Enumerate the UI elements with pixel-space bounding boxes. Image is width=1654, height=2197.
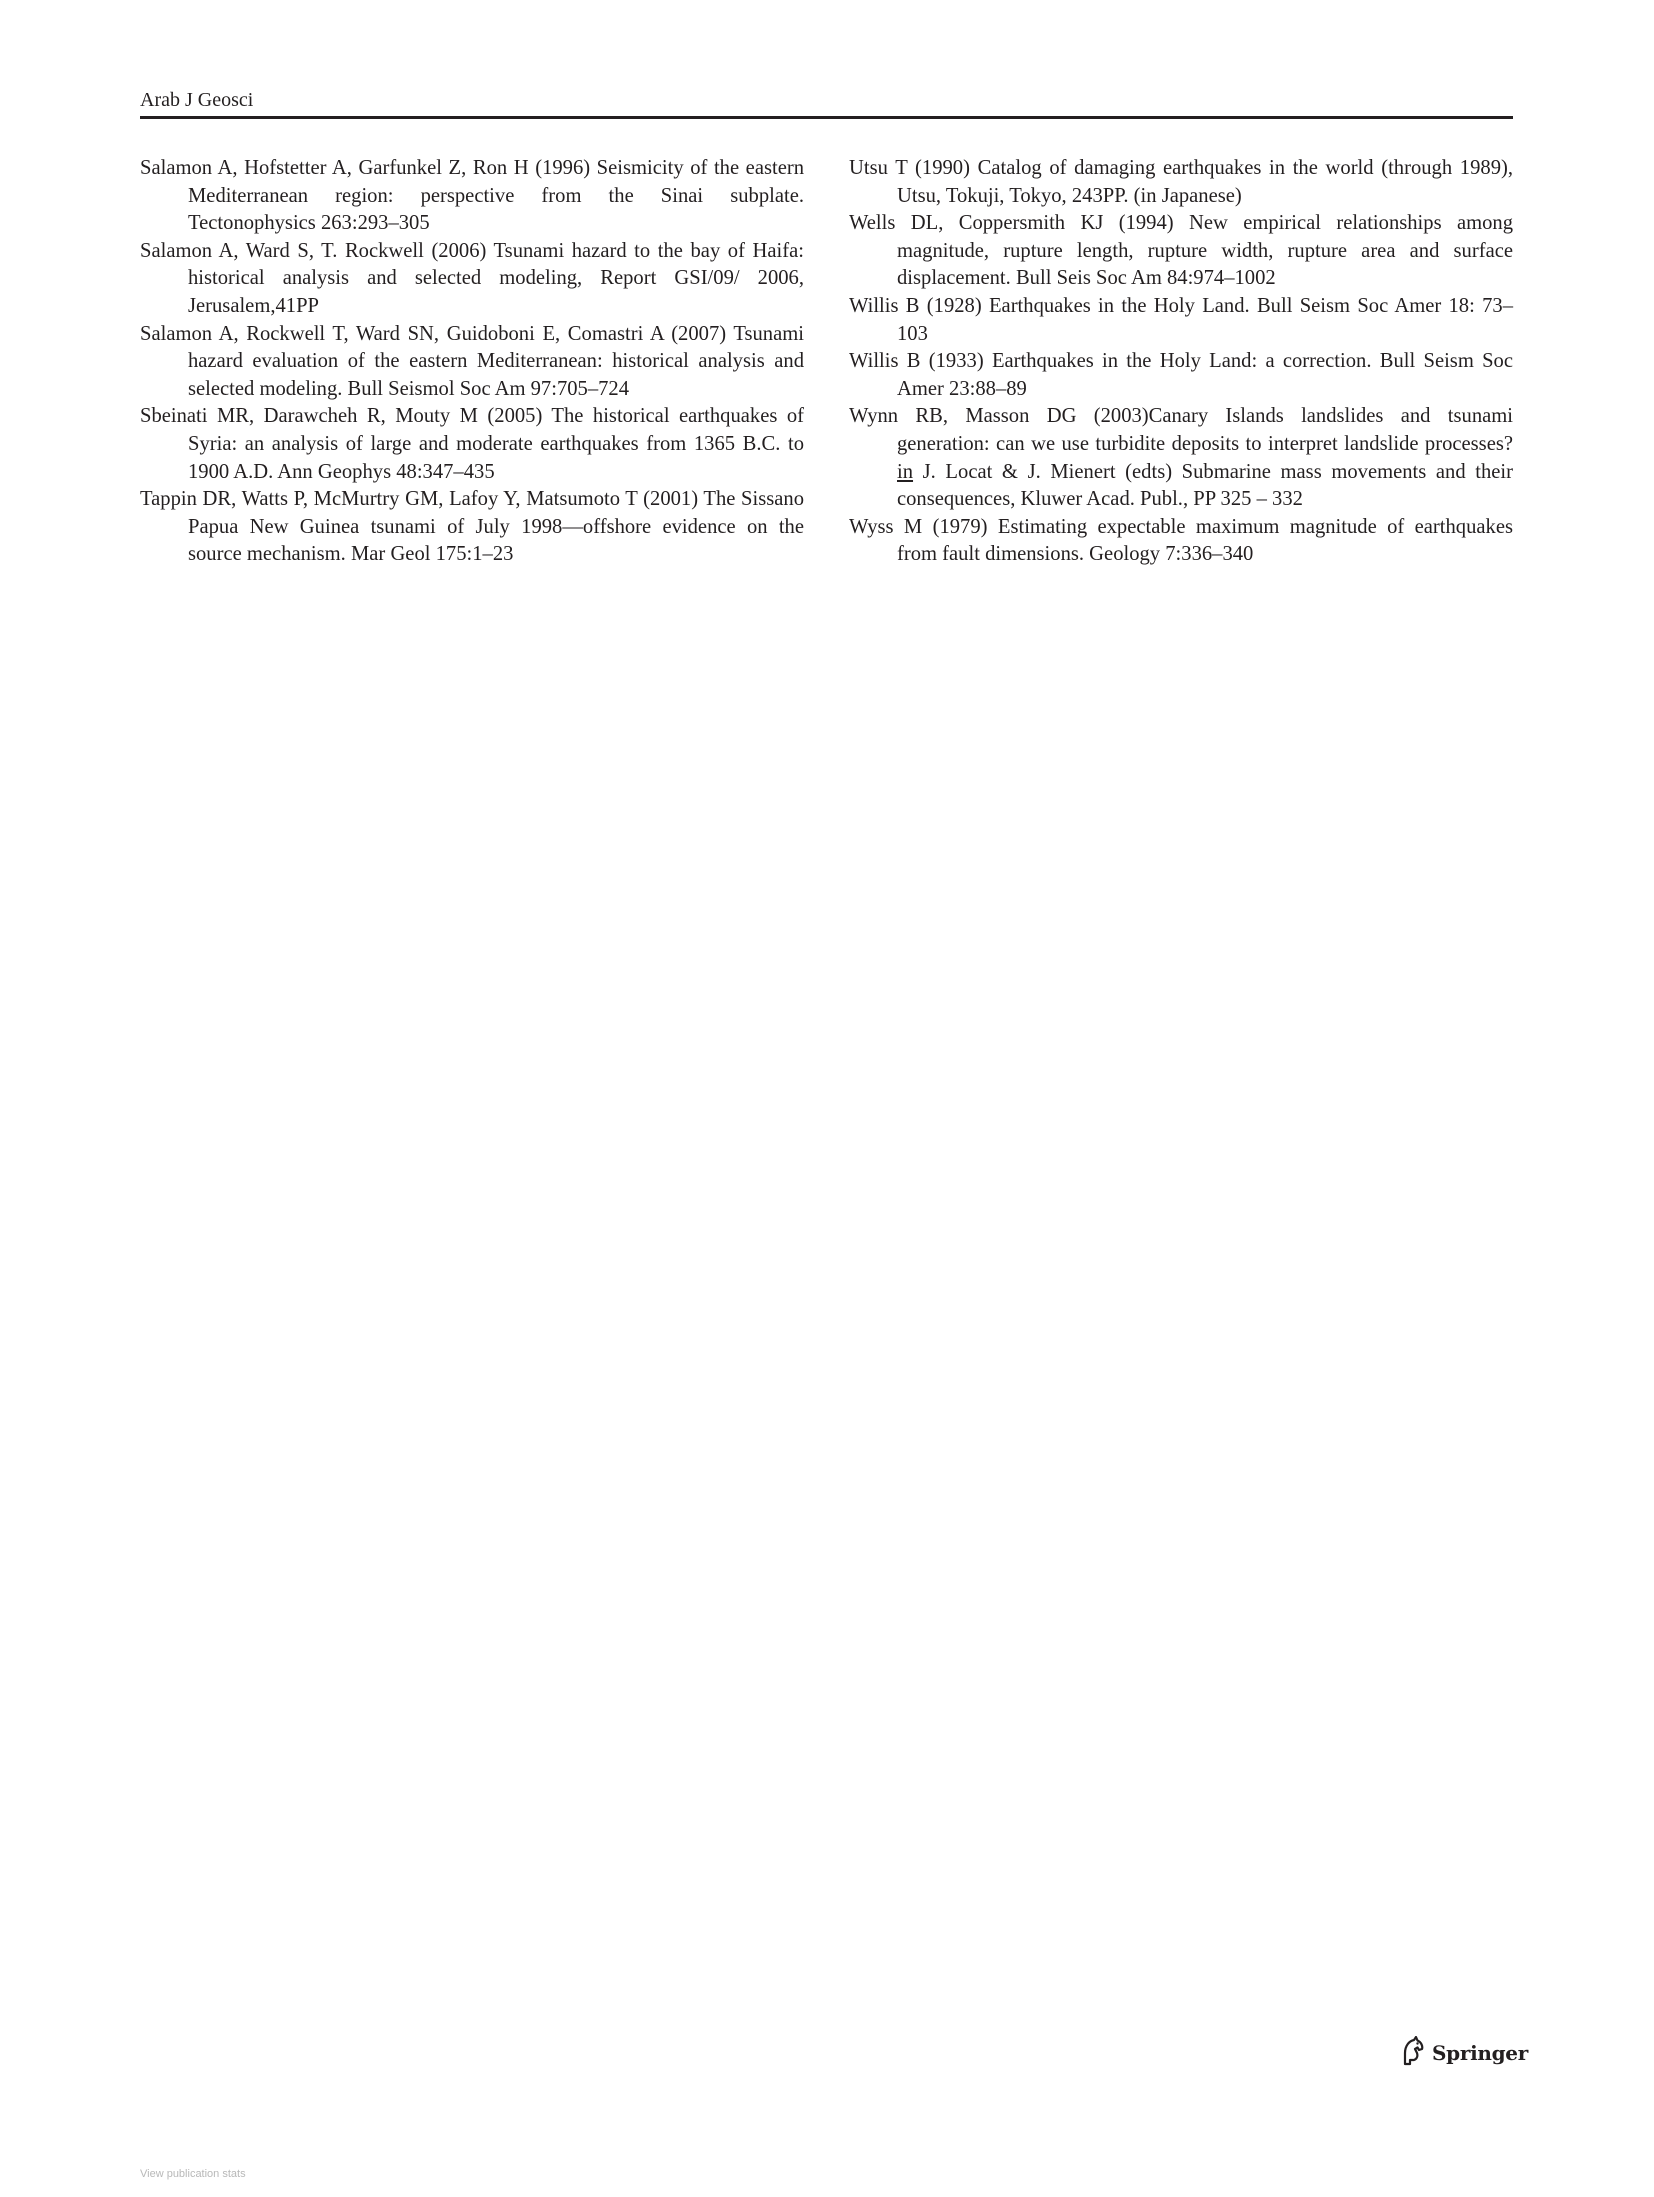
reference-entry: Wells DL, Coppersmith KJ (1994) New empirical relationships among magnitude, rupture length, rupture width, rupture area and surface displacement. Bull Seis Soc Am 84:974–1002 bbox=[849, 212, 1513, 290]
reference-entry: Utsu T (1990) Catalog of damaging earthquakes in the world (through 1989), Utsu, Tokuji, Tokyo, 243PP. (in Japanese) bbox=[849, 157, 1513, 207]
springer-horse-icon bbox=[1400, 2036, 1426, 2071]
publication-stats-link[interactable]: View publication stats bbox=[140, 2168, 246, 2180]
references-left-column bbox=[140, 155, 804, 569]
underlined-word: in bbox=[897, 460, 914, 483]
reference-entry: Tappin DR, Watts P, McMurtry GM, Lafoy Y, Matsumoto T (2001) The Sissano Papua New Guinea tsunami of July 1998—offshore evidence on the source mechanism. Mar Geol 175:1–23 bbox=[140, 488, 804, 566]
reference-entry: Willis B (1933) Earthquakes in the Holy Land: a correction. Bull Seism Soc Amer 23:88–89 bbox=[849, 350, 1513, 400]
reference-entry bbox=[849, 403, 1513, 513]
reference-entry: Wyss M (1979) Estimating expectable maximum magnitude of earthquakes from fault dimensions. Geology 7:336–340 bbox=[849, 515, 1513, 566]
reference-text-part: Wynn RB, Masson DG (2003)Canary Islands landslides and tsunami generation: can we use turbidite deposits to interpret landslide processes? bbox=[849, 405, 1513, 455]
reference-entry: Willis B (1928) Earthquakes in the Holy Land. Bull Seism Soc Amer 18: 73–103 bbox=[849, 294, 1513, 345]
reference-entry: Salamon A, Ward S, T. Rockwell (2006) Tsunami hazard to the bay of Haifa: historical analysis and selected modeling, Report GSI/09/ 2006, Jerusalem,41PP bbox=[140, 239, 804, 317]
running-header bbox=[140, 88, 1513, 119]
publisher-logo bbox=[1400, 2036, 1528, 2070]
references-right-column bbox=[849, 155, 1513, 569]
journal-title: Arab J Geosci bbox=[140, 89, 254, 111]
reference-entry: Sbeinati MR, Darawcheh R, Mouty M (2005) The historical earthquakes of Syria: an analysis of large and moderate earthquakes from 1365 B.C. to 1900 A.D. Ann Geophys 48:347–435 bbox=[140, 405, 804, 483]
reference-entry: Salamon A, Hofstetter A, Garfunkel Z, Ron H (1996) Seismicity of the eastern Mediterranean region: perspective from the Sinai subplate. Tectonophysics 263:293–305 bbox=[140, 157, 804, 235]
publisher-name: Springer bbox=[1432, 2041, 1528, 2065]
reference-text-part: J. Locat & J. Mienert (edts) Submarine mass movements and their consequences, Kluwer Acad. Publ., PP 325 – 332 bbox=[897, 460, 1513, 511]
reference-entry: Salamon A, Rockwell T, Ward SN, Guidoboni E, Comastri A (2007) Tsunami hazard evaluation of the eastern Mediterranean: historical analysis and selected modeling. Bull Seismol Soc Am 97:705–724 bbox=[140, 322, 804, 400]
